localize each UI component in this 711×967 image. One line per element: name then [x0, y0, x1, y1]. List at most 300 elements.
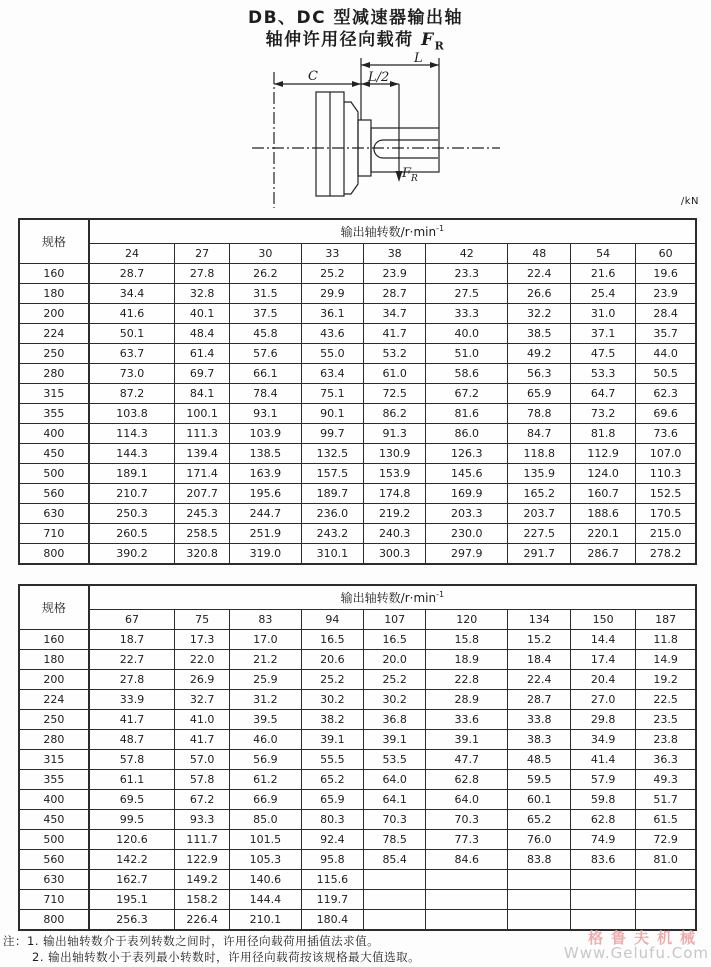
load-value-cell: 37.1	[571, 324, 636, 344]
load-value-cell: 22.0	[175, 650, 230, 670]
load-value-cell: 31.2	[230, 690, 302, 710]
table-row	[19, 850, 696, 870]
load-value-cell: 119.7	[301, 890, 363, 910]
load-value-cell	[508, 910, 571, 930]
speed-group-header	[89, 585, 696, 610]
load-value-cell: 105.3	[230, 850, 302, 870]
load-value-cell: 34.4	[89, 284, 175, 304]
load-value-cell: 18.7	[89, 630, 175, 650]
load-value-cell: 46.0	[230, 730, 302, 750]
load-value-cell	[636, 890, 696, 910]
load-value-cell: 188.6	[571, 504, 636, 524]
load-value-cell	[426, 890, 508, 910]
table-row	[19, 770, 696, 790]
load-value-cell: 41.4	[571, 750, 636, 770]
load-value-cell: 44.0	[636, 344, 696, 364]
arrowhead-c-left	[274, 81, 283, 87]
speed-column-header: 83	[230, 610, 302, 630]
load-value-cell: 258.5	[175, 524, 230, 544]
table-row	[19, 364, 696, 384]
load-value-cell: 41.7	[175, 730, 230, 750]
speed-header-row	[19, 244, 696, 264]
spec-cell: 200	[19, 670, 89, 690]
load-value-cell: 84.6	[426, 850, 508, 870]
load-value-cell: 171.4	[175, 464, 230, 484]
speed-column-header: 107	[364, 610, 426, 630]
load-value-cell: 57.0	[175, 750, 230, 770]
arrowhead-c-right	[352, 81, 361, 87]
spec-cell: 560	[19, 484, 89, 504]
load-value-cell: 23.3	[426, 264, 508, 284]
table-row	[19, 304, 696, 324]
spec-cell: 315	[19, 384, 89, 404]
load-value-cell: 61.0	[364, 364, 426, 384]
load-value-cell: 53.2	[364, 344, 426, 364]
load-value-cell: 22.5	[636, 690, 696, 710]
load-value-cell: 39.5	[230, 710, 302, 730]
spec-cell: 280	[19, 730, 89, 750]
load-value-cell	[636, 870, 696, 890]
spec-cell: 180	[19, 284, 89, 304]
speed-column-header: 187	[636, 610, 696, 630]
title-line-2-text: 轴伸许用径向载荷	[265, 30, 414, 50]
speed-column-header: 38	[364, 244, 426, 264]
load-value-cell: 28.7	[508, 690, 571, 710]
load-value-cell: 36.8	[364, 710, 426, 730]
load-value-cell: 86.0	[426, 424, 508, 444]
load-value-cell: 33.6	[426, 710, 508, 730]
spec-column-header: 规格	[19, 585, 89, 630]
load-value-cell: 37.5	[230, 304, 302, 324]
load-value-cell: 72.9	[636, 830, 696, 850]
load-value-cell: 41.0	[175, 710, 230, 730]
table-row	[19, 810, 696, 830]
force-symbol-subscript: R	[434, 39, 446, 53]
table-row	[19, 730, 696, 750]
load-value-cell: 126.3	[426, 444, 508, 464]
table-row	[19, 870, 696, 890]
table-row	[19, 830, 696, 850]
load-value-cell: 22.7	[89, 650, 175, 670]
table-row	[19, 790, 696, 810]
load-value-cell: 27.8	[89, 670, 175, 690]
load-value-cell: 41.6	[89, 304, 175, 324]
load-value-cell: 17.4	[571, 650, 636, 670]
load-value-cell: 251.9	[230, 524, 302, 544]
load-value-cell: 144.3	[89, 444, 175, 464]
load-value-cell: 92.4	[301, 830, 363, 850]
load-value-cell: 65.9	[301, 790, 363, 810]
load-value-cell: 91.3	[364, 424, 426, 444]
load-value-cell: 38.2	[301, 710, 363, 730]
speed-group-header-text: 输出轴转数/r·min	[340, 225, 437, 239]
spec-cell: 560	[19, 850, 89, 870]
spec-cell: 250	[19, 710, 89, 730]
load-value-cell: 33.8	[508, 710, 571, 730]
load-value-cell: 59.8	[571, 790, 636, 810]
load-value-cell: 15.8	[426, 630, 508, 650]
load-value-cell	[571, 870, 636, 890]
load-value-cell: 67.2	[426, 384, 508, 404]
load-value-cell: 111.7	[175, 830, 230, 850]
load-value-cell: 25.4	[571, 284, 636, 304]
load-value-cell: 93.1	[230, 404, 302, 424]
load-value-cell: 22.8	[426, 670, 508, 690]
load-value-cell: 278.2	[636, 544, 696, 564]
load-value-cell: 19.6	[636, 264, 696, 284]
load-value-cell: 35.7	[636, 324, 696, 344]
load-value-cell: 75.1	[301, 384, 363, 404]
load-value-cell: 21.2	[230, 650, 302, 670]
load-value-cell: 38.5	[508, 324, 571, 344]
load-value-cell: 33.3	[426, 304, 508, 324]
load-value-cell: 28.7	[364, 284, 426, 304]
load-value-cell: 28.9	[426, 690, 508, 710]
load-value-cell: 23.5	[636, 710, 696, 730]
spec-cell: 500	[19, 464, 89, 484]
load-value-cell: 130.9	[364, 444, 426, 464]
load-value-cell: 57.8	[175, 770, 230, 790]
load-value-cell: 26.6	[508, 284, 571, 304]
load-value-cell: 20.6	[301, 650, 363, 670]
load-value-cell: 64.1	[364, 790, 426, 810]
load-value-cell: 220.1	[571, 524, 636, 544]
load-value-cell: 111.3	[175, 424, 230, 444]
load-value-cell: 29.8	[571, 710, 636, 730]
load-value-cell: 58.6	[426, 364, 508, 384]
speed-header-row	[19, 610, 696, 630]
load-value-cell: 16.5	[301, 630, 363, 650]
load-value-cell: 28.4	[636, 304, 696, 324]
load-value-cell: 66.1	[230, 364, 302, 384]
speed-group-header-exponent: -1	[436, 224, 445, 233]
load-value-cell: 36.1	[301, 304, 363, 324]
spec-cell: 280	[19, 364, 89, 384]
load-value-cell: 226.4	[175, 910, 230, 930]
load-value-cell: 112.9	[571, 444, 636, 464]
load-value-cell: 215.0	[636, 524, 696, 544]
load-value-cell: 243.2	[301, 524, 363, 544]
speed-group-header-text: 输出轴转数/r·min	[340, 591, 437, 605]
load-value-cell: 69.7	[175, 364, 230, 384]
watermark-brand: 格鲁夫机械	[587, 929, 703, 947]
load-value-cell: 103.8	[89, 404, 175, 424]
speed-column-header: 94	[301, 610, 363, 630]
table-row	[19, 504, 696, 524]
load-value-cell: 22.4	[508, 264, 571, 284]
load-value-cell: 55.5	[301, 750, 363, 770]
load-value-cell	[508, 890, 571, 910]
load-value-cell: 53.5	[364, 750, 426, 770]
load-value-cell: 260.5	[89, 524, 175, 544]
load-value-cell	[364, 870, 426, 890]
load-value-cell: 390.2	[89, 544, 175, 564]
load-value-cell: 57.9	[571, 770, 636, 790]
load-value-cell: 236.0	[301, 504, 363, 524]
table-row	[19, 544, 696, 564]
table-row	[19, 710, 696, 730]
load-value-cell: 114.3	[89, 424, 175, 444]
load-value-cell: 62.8	[571, 810, 636, 830]
speed-column-header: 67	[89, 610, 175, 630]
load-value-cell: 32.8	[175, 284, 230, 304]
footnote-2: 2. 输出轴转数小于表列最小转数时，许用径向载荷按该规格最大值选取。	[32, 950, 421, 964]
load-value-cell: 61.4	[175, 344, 230, 364]
shaft-dimension-diagram	[246, 50, 508, 212]
load-value-cell: 107.0	[636, 444, 696, 464]
load-value-cell: 81.6	[426, 404, 508, 424]
load-value-cell: 40.1	[175, 304, 230, 324]
load-value-cell: 11.8	[636, 630, 696, 650]
load-value-cell: 120.6	[89, 830, 175, 850]
load-value-cell: 169.9	[426, 484, 508, 504]
table-row	[19, 650, 696, 670]
load-value-cell: 30.2	[301, 690, 363, 710]
load-value-cell: 43.6	[301, 324, 363, 344]
table-row	[19, 484, 696, 504]
label-force: F	[402, 166, 412, 181]
load-value-cell: 36.3	[636, 750, 696, 770]
load-value-cell: 48.7	[89, 730, 175, 750]
load-value-cell: 99.5	[89, 810, 175, 830]
load-value-cell: 23.8	[636, 730, 696, 750]
load-value-cell: 49.3	[636, 770, 696, 790]
load-value-cell: 49.2	[508, 344, 571, 364]
table-row	[19, 384, 696, 404]
load-value-cell: 25.2	[301, 670, 363, 690]
load-value-cell: 15.2	[508, 630, 571, 650]
spec-cell: 710	[19, 524, 89, 544]
arrowhead-l-right	[430, 62, 439, 68]
speed-column-header: 48	[508, 244, 571, 264]
load-value-cell: 227.5	[508, 524, 571, 544]
spec-cell: 630	[19, 504, 89, 524]
table-row	[19, 524, 696, 544]
spec-cell: 355	[19, 404, 89, 424]
load-value-cell: 48.5	[508, 750, 571, 770]
load-value-cell: 90.1	[301, 404, 363, 424]
load-value-cell: 64.7	[571, 384, 636, 404]
load-value-cell: 30.2	[364, 690, 426, 710]
load-value-cell: 66.9	[230, 790, 302, 810]
spec-cell: 160	[19, 630, 89, 650]
load-value-cell: 101.5	[230, 830, 302, 850]
spec-cell: 400	[19, 424, 89, 444]
load-value-cell: 22.4	[508, 670, 571, 690]
load-value-cell: 73.6	[636, 424, 696, 444]
load-value-cell: 25.9	[230, 670, 302, 690]
load-value-cell: 23.9	[364, 264, 426, 284]
load-value-cell: 195.6	[230, 484, 302, 504]
load-value-cell: 84.1	[175, 384, 230, 404]
load-value-cell: 41.7	[89, 710, 175, 730]
load-value-cell: 51.7	[636, 790, 696, 810]
load-value-cell: 57.8	[89, 750, 175, 770]
table-row	[19, 344, 696, 364]
speed-column-header: 75	[175, 610, 230, 630]
load-value-cell: 80.3	[301, 810, 363, 830]
load-value-cell: 56.9	[230, 750, 302, 770]
load-value-cell: 291.7	[508, 544, 571, 564]
spec-cell: 355	[19, 770, 89, 790]
table-row	[19, 324, 696, 344]
label-l-half: L/2	[368, 70, 390, 85]
load-value-cell: 69.5	[89, 790, 175, 810]
load-value-cell: 41.7	[364, 324, 426, 344]
load-value-cell: 162.7	[89, 870, 175, 890]
load-value-cell: 124.0	[571, 464, 636, 484]
load-value-cell: 160.7	[571, 484, 636, 504]
load-value-cell	[364, 910, 426, 930]
load-value-cell: 18.9	[426, 650, 508, 670]
spec-cell: 400	[19, 790, 89, 810]
load-value-cell: 93.3	[175, 810, 230, 830]
load-value-cell: 40.0	[426, 324, 508, 344]
load-value-cell: 39.1	[364, 730, 426, 750]
load-value-cell: 115.6	[301, 870, 363, 890]
load-value-cell: 78.8	[508, 404, 571, 424]
load-value-cell: 47.5	[571, 344, 636, 364]
load-value-cell: 31.0	[571, 304, 636, 324]
spec-cell: 180	[19, 650, 89, 670]
load-value-cell	[508, 870, 571, 890]
load-value-cell: 244.7	[230, 504, 302, 524]
load-value-cell: 286.7	[571, 544, 636, 564]
load-value-cell: 86.2	[364, 404, 426, 424]
table-row	[19, 444, 696, 464]
load-value-cell: 55.0	[301, 344, 363, 364]
load-value-cell: 38.3	[508, 730, 571, 750]
load-value-cell: 189.1	[89, 464, 175, 484]
load-value-cell: 25.2	[364, 670, 426, 690]
speed-column-header: 150	[571, 610, 636, 630]
load-value-cell: 34.7	[364, 304, 426, 324]
spec-column-header: 规格	[19, 219, 89, 264]
load-value-cell: 210.7	[89, 484, 175, 504]
load-value-cell: 29.9	[301, 284, 363, 304]
load-value-cell: 142.2	[89, 850, 175, 870]
footnote-1: 注：1. 输出轴转数介于表列转数之间时，许用径向载荷用插值法求值。	[3, 934, 380, 948]
speed-column-header: 120	[426, 610, 508, 630]
load-value-cell: 122.9	[175, 850, 230, 870]
load-value-cell: 57.6	[230, 344, 302, 364]
load-value-cell: 297.9	[426, 544, 508, 564]
load-value-cell: 170.5	[636, 504, 696, 524]
load-value-cell: 61.5	[636, 810, 696, 830]
load-value-cell: 51.0	[426, 344, 508, 364]
table-row	[19, 690, 696, 710]
table-row	[19, 630, 696, 650]
load-value-cell: 207.7	[175, 484, 230, 504]
load-value-cell: 27.5	[426, 284, 508, 304]
load-value-cell: 149.2	[175, 870, 230, 890]
load-value-cell: 27.0	[571, 690, 636, 710]
load-value-cell: 23.9	[636, 284, 696, 304]
load-value-cell: 174.8	[364, 484, 426, 504]
speed-column-header: 27	[175, 244, 230, 264]
load-value-cell: 16.5	[364, 630, 426, 650]
speed-column-header: 33	[301, 244, 363, 264]
radial-load-table-2	[18, 584, 697, 931]
load-value-cell: 34.9	[571, 730, 636, 750]
label-l: L	[414, 51, 423, 66]
spec-cell: 160	[19, 264, 89, 284]
load-value-cell: 63.7	[89, 344, 175, 364]
load-value-cell: 95.8	[301, 850, 363, 870]
load-value-cell: 245.3	[175, 504, 230, 524]
load-value-cell: 64.0	[364, 770, 426, 790]
arrowhead-lhalf-right	[390, 81, 399, 87]
table-row	[19, 890, 696, 910]
load-value-cell: 163.9	[230, 464, 302, 484]
speed-column-header: 60	[636, 244, 696, 264]
load-value-cell: 152.5	[636, 484, 696, 504]
load-value-cell: 14.9	[636, 650, 696, 670]
load-value-cell: 145.6	[426, 464, 508, 484]
load-value-cell: 25.2	[301, 264, 363, 284]
load-value-cell: 72.5	[364, 384, 426, 404]
title-line-1: DB、DC 型减速器输出轴	[247, 8, 464, 28]
load-value-cell: 31.5	[230, 284, 302, 304]
load-value-cell: 135.9	[508, 464, 571, 484]
load-value-cell: 73.0	[89, 364, 175, 384]
load-value-cell: 250.3	[89, 504, 175, 524]
spec-cell: 450	[19, 810, 89, 830]
load-value-cell: 59.5	[508, 770, 571, 790]
load-value-cell: 21.6	[571, 264, 636, 284]
load-value-cell: 50.5	[636, 364, 696, 384]
spec-cell: 630	[19, 870, 89, 890]
load-value-cell: 17.0	[230, 630, 302, 650]
load-value-cell	[571, 890, 636, 910]
load-value-cell	[426, 910, 508, 930]
load-value-cell: 83.6	[571, 850, 636, 870]
load-value-cell: 195.1	[89, 890, 175, 910]
load-value-cell: 65.2	[508, 810, 571, 830]
load-value-cell: 62.3	[636, 384, 696, 404]
table-row	[19, 750, 696, 770]
load-value-cell: 256.3	[89, 910, 175, 930]
spec-cell: 224	[19, 324, 89, 344]
watermark-url: Www.Gelufu.Com	[563, 944, 709, 962]
load-value-cell: 39.1	[301, 730, 363, 750]
spec-cell: 200	[19, 304, 89, 324]
load-value-cell: 47.7	[426, 750, 508, 770]
load-value-cell: 87.2	[89, 384, 175, 404]
load-value-cell: 81.0	[636, 850, 696, 870]
load-value-cell: 110.3	[636, 464, 696, 484]
load-value-cell: 240.3	[364, 524, 426, 544]
footnotes	[3, 933, 420, 965]
table-row	[19, 284, 696, 304]
load-value-cell: 60.1	[508, 790, 571, 810]
load-value-cell: 26.9	[175, 670, 230, 690]
keyway-outline	[374, 140, 438, 158]
load-value-cell: 138.5	[230, 444, 302, 464]
load-value-cell: 62.8	[426, 770, 508, 790]
load-value-cell: 65.2	[301, 770, 363, 790]
load-value-cell: 56.3	[508, 364, 571, 384]
spec-cell: 250	[19, 344, 89, 364]
load-value-cell: 61.1	[89, 770, 175, 790]
load-value-cell: 81.8	[571, 424, 636, 444]
speed-group-header-exponent: -1	[436, 590, 445, 599]
load-value-cell: 19.2	[636, 670, 696, 690]
load-value-cell: 20.4	[571, 670, 636, 690]
load-value-cell: 157.5	[301, 464, 363, 484]
load-value-cell: 319.0	[230, 544, 302, 564]
load-value-cell: 118.8	[508, 444, 571, 464]
